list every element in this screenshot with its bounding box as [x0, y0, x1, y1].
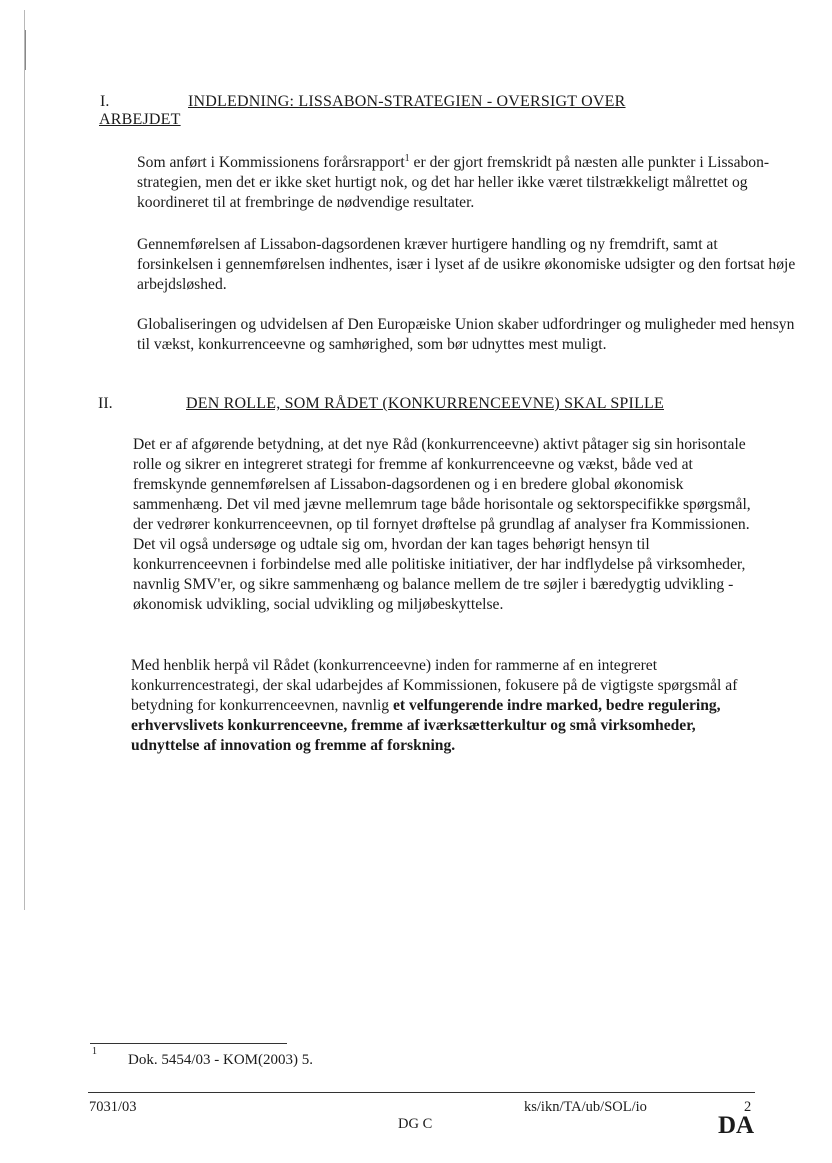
section-1-title-line1: INDLEDNING: LISSABON-STRATEGIEN - OVERSIGT OVER	[188, 93, 626, 110]
footer-doc-number: 7031/03	[89, 1099, 137, 1115]
footnote-mark: 1	[92, 1046, 97, 1057]
section-1-number: I.	[100, 93, 110, 110]
footer-page-number: 2	[744, 1099, 752, 1115]
footnote-reference: 1	[404, 152, 410, 164]
key-issues-bold: et velfungerende indre marked, bedre regulering, erhvervslivets konkurrenceevne, fremme af iværksætterkultur og små virksomheder, udnyttelse af innovation og fremme af forskning.	[131, 697, 721, 754]
footnote-separator	[90, 1043, 287, 1044]
section-2-paragraph-1: Det er af afgørende betydning, at det nye Råd (konkurrenceevne) aktivt påtager sig sin horisontale rolle og sikrer en integreret strategi for fremme af konkurrenceevne og vækst, både ved at fremskynde gennemførelsen af Lissabon-dagsordenen og i en bredere global økonomisk sammenhæng. Det vil med jævne mellemrum tage både horisontale og sektorspecifikke spørgsmål, der vedrører konkurrenceevnen, op til fornyet drøftelse på grundlag af analyser fra Kommissionen. Det vil også undersøge og udtale sig om, hvordan der kan tages behørigt hensyn til konkurrenceevnen i forbindelse med alle politiske initiativer, der har indflydelse på virksomheder, navnlig SMV'er, og sikre sammenhæng og balance mellem de tre søjler i bæredygtig udvikling - økonomisk udvikling, social udvikling og miljøbeskyttelse.	[133, 436, 751, 613]
section-1-title-line2: ARBEJDET	[99, 111, 181, 128]
scan-edge-mark	[24, 10, 25, 910]
footer-separator	[88, 1092, 755, 1093]
scan-edge-mark	[25, 30, 26, 70]
section-2-number: II.	[98, 395, 113, 412]
section-1-paragraph-3: Globaliseringen og udvidelsen af Den Europæiske Union skaber udfordringer og muligheder med hensyn til vækst, konkurrenceevne og samhørighed, som bør udnyttes mest muligt.	[137, 316, 795, 353]
footnote-text: Dok. 5454/03 - KOM(2003) 5.	[128, 1052, 313, 1068]
section-1-paragraph-1: Som anført i Kommissionens forårsrapport$^1$ er der gjort fremskridt på næsten alle punkter i Lissabon-strategien, men det er ikke sket hurtigt nok, og det har heller ikke været tilstrækkeligt målrettet og koordineret til at frembringe de nødvendige resultater.	[137, 152, 770, 211]
section-2-paragraph-2: Med henblik herpå vil Rådet (konkurrenceevne) inden for rammerne af en integreret konkurrencestrategi, der skal udarbejdes af Kommissionen, fokusere på de vigtigste spørgsmål af betydning for konkurrenceevnen, navnlig et velfungerende indre marked, bedre regulering, erhvervslivets konkurrenceevne, fremme af iværksætterkultur og små virksomheder, udnyttelse af innovation og fremme af forskning.	[131, 657, 738, 754]
footer-dg: DG C	[398, 1116, 433, 1132]
footer-language-code: DA	[718, 1112, 755, 1139]
section-1-paragraph-2: Gennemførelsen af Lissabon-dagsordenen kræver hurtigere handling og ny fremdrift, samt at forsinkelsen i gennemførelsen indhentes, især i lyset af de usikre økonomiske udsigter og den fortsat høje arbejdsløshed.	[137, 236, 796, 293]
section-2-title: DEN ROLLE, SOM RÅDET (KONKURRENCEEVNE) SKAL SPILLE	[186, 395, 664, 412]
footer-reference: ks/ikn/TA/ub/SOL/io	[524, 1099, 647, 1115]
